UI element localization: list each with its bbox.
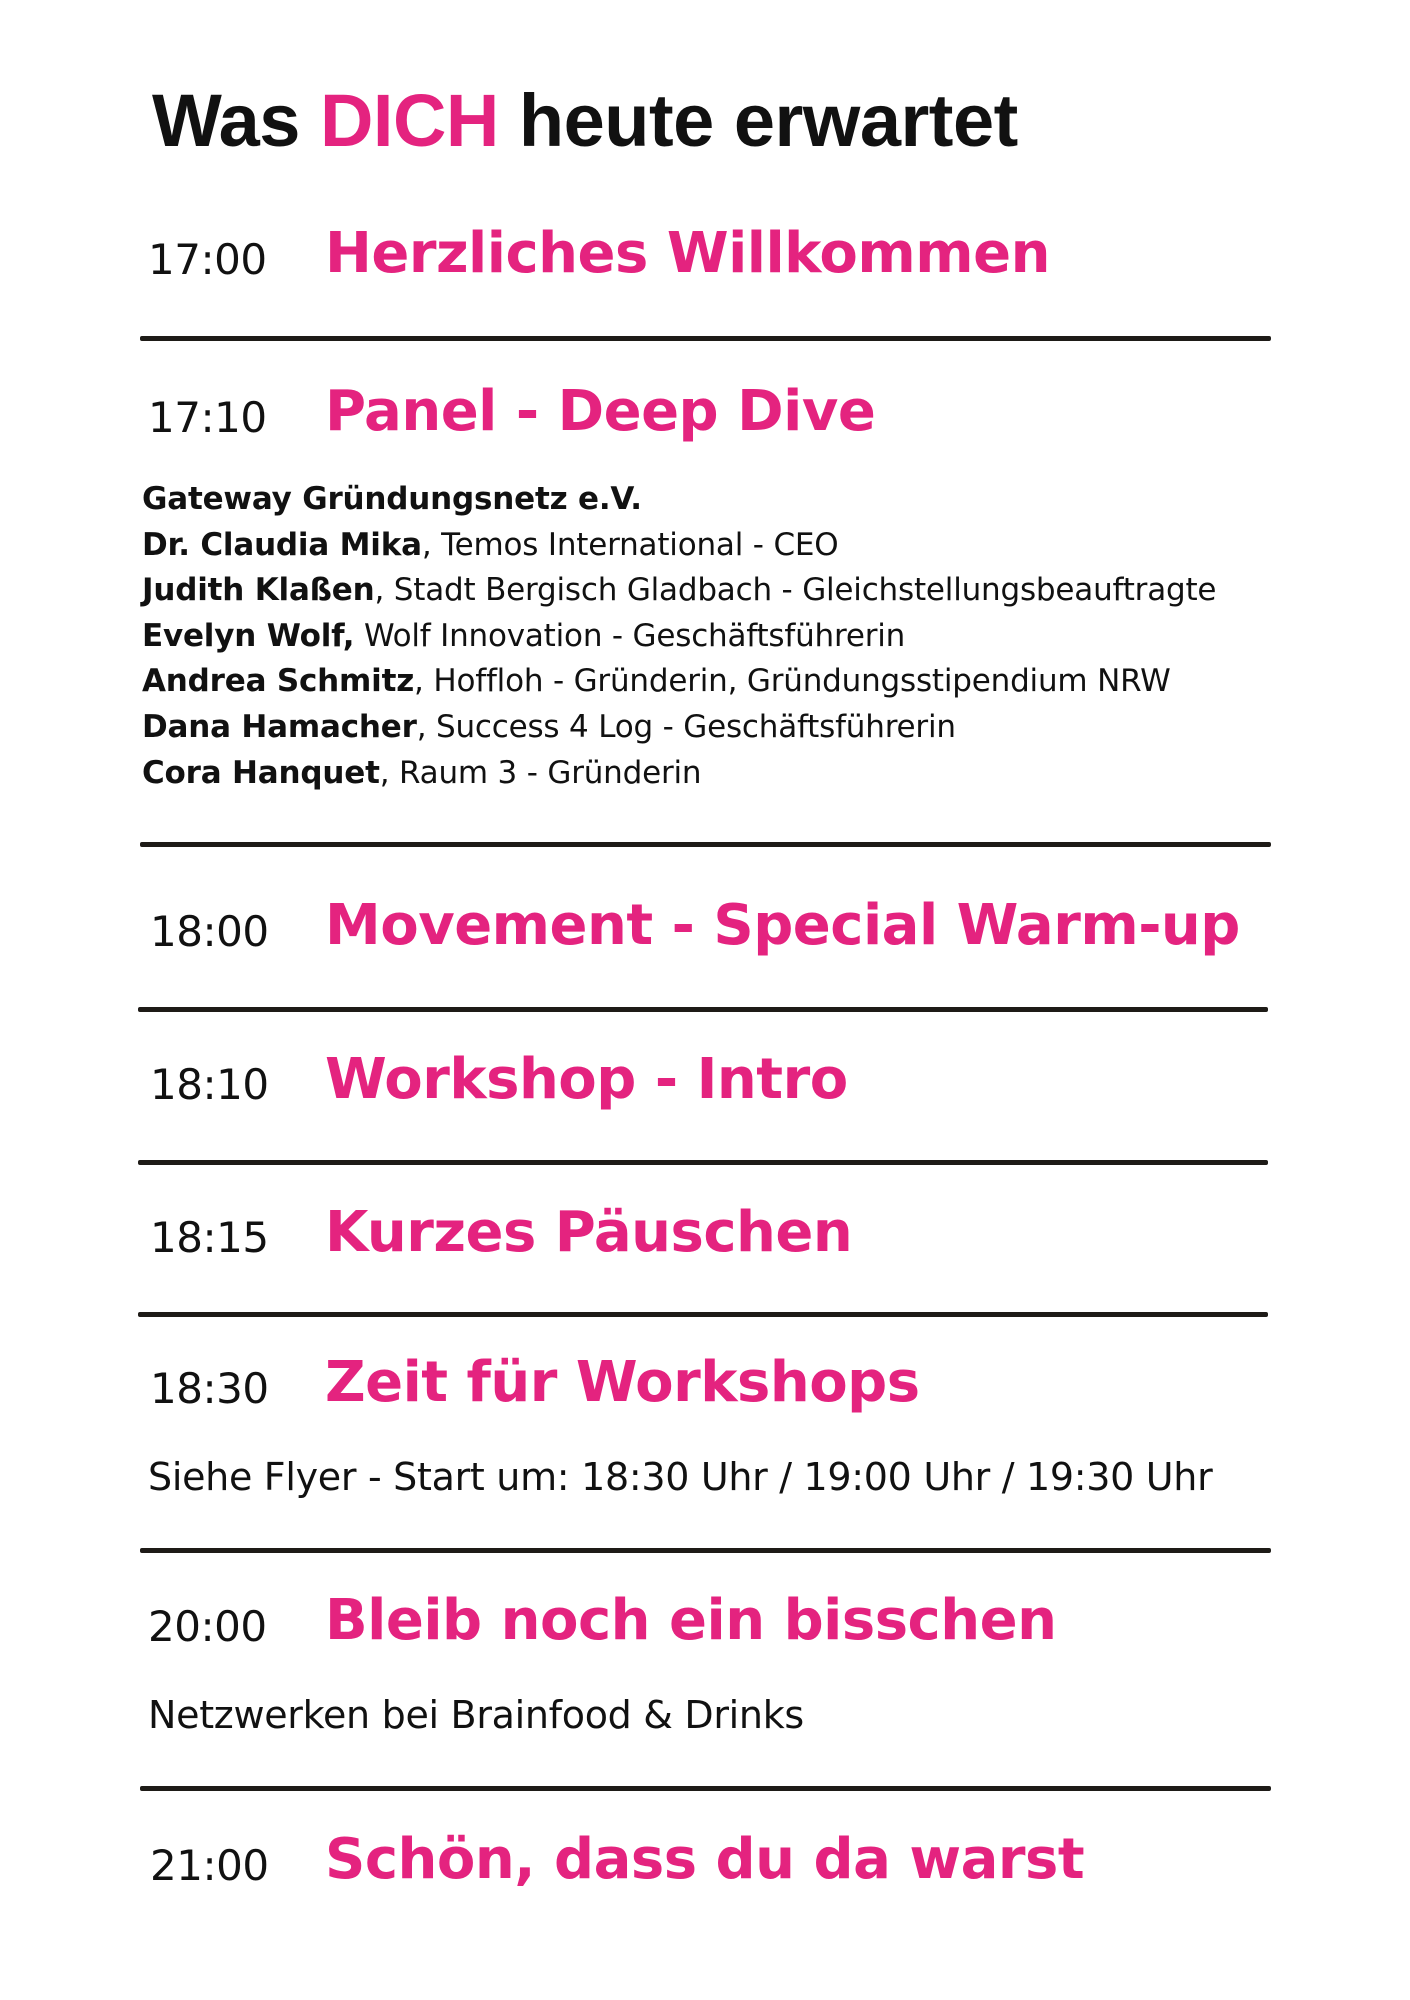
agenda-title: Movement - Special Warm-up [325,893,1240,958]
agenda-time: 18:30 [150,1364,269,1413]
agenda-time: 20:00 [148,1602,267,1651]
divider [140,336,1271,341]
agenda-note: Netzwerken bei Brainfood & Drinks [148,1693,804,1737]
panelist-item [142,705,1216,751]
panelist-name: Cora Hanquet [142,754,380,791]
agenda-title: Panel - Deep Dive [325,379,876,444]
agenda-title: Zeit für Workshops [325,1350,920,1415]
divider [140,1786,1271,1791]
agenda-time: 18:15 [150,1213,269,1262]
divider [138,1160,1268,1165]
panelist-name: Dr. Claudia Mika [142,526,422,563]
panelist-name: Andrea Schmitz [142,663,415,700]
divider [138,1007,1268,1012]
agenda-time: 17:00 [148,235,267,284]
panelist-item [142,614,1216,660]
title-part-2: heute erwartet [498,79,1018,162]
agenda-title: Herzliches Willkommen [325,221,1050,286]
panelist-item [142,523,1216,569]
title-highlight: DICH [319,79,499,162]
panelist-detail: , Hoffloh - Gründerin, Gründungsstipendium NRW [414,663,1171,700]
agenda-time: 18:10 [150,1060,269,1109]
panelist-detail: , Raum 3 - Gründerin [379,754,702,791]
agenda-title: Kurzes Päuschen [325,1200,853,1265]
divider [140,842,1271,847]
divider [140,1548,1271,1553]
panelist-detail: , Temos International - CEO [421,526,839,563]
agenda-title: Schön, dass du da warst [325,1827,1085,1892]
panelist-name: Judith Klaßen [142,572,375,609]
panelist-list [142,477,1216,796]
agenda-title: Bleib noch ein bisschen [325,1588,1057,1653]
agenda-time: 21:00 [150,1841,269,1890]
title-part-1: Was [152,79,320,162]
agenda-time: 17:10 [148,393,267,442]
panelist-name: Evelyn Wolf, [142,617,355,654]
page-title [152,76,1018,166]
panelist-detail: , Stadt Bergisch Gladbach - Gleichstellungsbeauftragte [374,572,1217,609]
divider [138,1312,1268,1317]
panelist-detail: , Success 4 Log - Geschäftsführerin [416,708,956,745]
panelist-item [142,568,1216,614]
panelist-detail: Wolf Innovation - Geschäftsführerin [354,617,906,654]
agenda-note: Siehe Flyer - Start um: 18:30 Uhr / 19:00 Uhr / 19:30 Uhr [148,1455,1213,1499]
panelist-item [142,659,1216,705]
panelist-name: Dana Hamacher [142,708,417,745]
panelist-item [142,751,1216,797]
agenda-title: Workshop - Intro [325,1047,848,1112]
panel-organization: Gateway Gründungsnetz e.V. [142,481,642,517]
agenda-time: 18:00 [150,907,269,956]
